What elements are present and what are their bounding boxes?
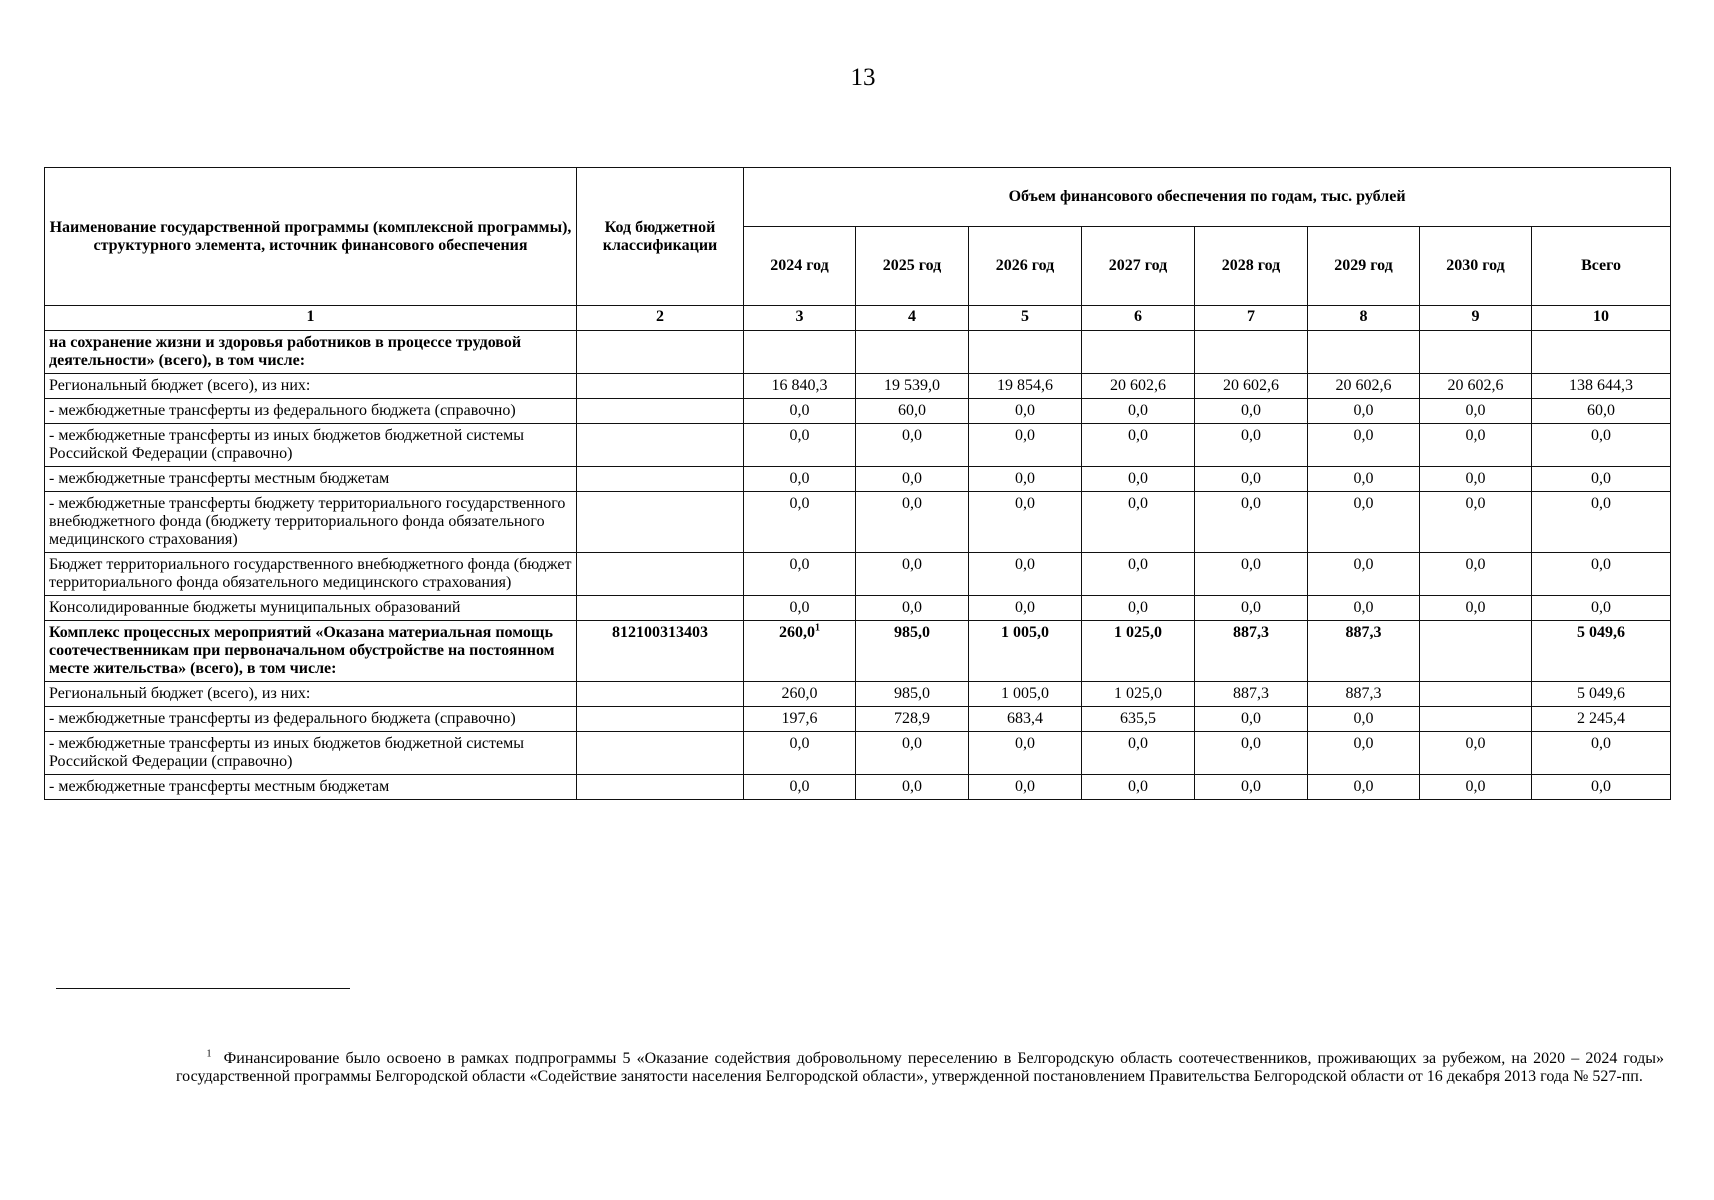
- year-value: [856, 596, 969, 621]
- year-value: [744, 467, 856, 492]
- year-value: [744, 732, 856, 775]
- year-value: [744, 399, 856, 424]
- cell-value: 0,0: [1241, 599, 1261, 616]
- cell-value: 0,0: [789, 402, 810, 419]
- year-value: [856, 553, 969, 596]
- year-value: [1308, 707, 1420, 732]
- year-value: [1195, 399, 1308, 424]
- budget-code: [577, 553, 744, 596]
- footnote-separator: [56, 988, 350, 989]
- year-value: [744, 331, 856, 374]
- row-label: Комплекс процессных мероприятий «Оказана материальная помощь соотечественникам при первоначальном обустройстве на постоянном месте жительства» (всего), в том числе:: [45, 621, 577, 682]
- table-row: [45, 424, 1671, 467]
- cell-value: 5 049,6: [1577, 685, 1626, 702]
- year-value: [1308, 374, 1420, 399]
- cell-value: 0,0: [1353, 495, 1374, 512]
- year-value: [1082, 621, 1195, 682]
- cell-value: 20 602,6: [1335, 377, 1392, 394]
- cell-value: 0,0: [1128, 470, 1148, 487]
- year-value: [969, 775, 1082, 800]
- year-value: [1420, 467, 1532, 492]
- cell-value: 260,0: [779, 624, 815, 641]
- cell-value: 0,0: [1128, 495, 1148, 512]
- year-value: [1420, 682, 1532, 707]
- year-value: [1420, 707, 1532, 732]
- budget-code: [577, 331, 744, 374]
- year-value: [744, 682, 856, 707]
- cell-value: 197,6: [781, 710, 818, 727]
- cell-value: 887,3: [1345, 624, 1382, 641]
- cell-value: 0,0: [1465, 556, 1486, 573]
- cell-value: 20 602,6: [1447, 377, 1504, 394]
- cell-value: 0,0: [1241, 495, 1261, 512]
- cell-value: 0,0: [1241, 556, 1261, 573]
- row-label: - межбюджетные трансферты из федерального бюджета (справочно): [45, 707, 577, 732]
- year-value: [1420, 732, 1532, 775]
- year-value: [1195, 775, 1308, 800]
- cell-value: 138 644,3: [1569, 377, 1634, 394]
- cell-value: 0,0: [789, 427, 810, 444]
- cell-value: 0,0: [902, 556, 922, 573]
- cell-value: 0,0: [1015, 599, 1035, 616]
- cell-value: 0,0: [1015, 402, 1035, 419]
- year-value: [1420, 374, 1532, 399]
- total-value: [1532, 424, 1671, 467]
- year-value: [1195, 621, 1308, 682]
- cell-value: 0,0: [902, 427, 922, 444]
- cell-value: 0,0: [1241, 402, 1261, 419]
- year-value: [1195, 424, 1308, 467]
- year-value: [1308, 553, 1420, 596]
- table-row: [45, 707, 1671, 732]
- total-value: [1532, 331, 1671, 374]
- total-value: [1532, 775, 1671, 800]
- header-year: 2029 год: [1308, 227, 1420, 306]
- year-value: [1082, 775, 1195, 800]
- cell-value: 0,0: [1353, 735, 1374, 752]
- budget-code: [577, 707, 744, 732]
- cell-value: 0,0: [1591, 599, 1612, 616]
- row-label: Региональный бюджет (всего), из них:: [45, 682, 577, 707]
- year-value: [969, 596, 1082, 621]
- year-value: [1195, 682, 1308, 707]
- year-value: [1420, 596, 1532, 621]
- cell-value: 19 854,6: [997, 377, 1053, 394]
- column-number: 9: [1420, 306, 1532, 331]
- column-number: 2: [577, 306, 744, 331]
- year-value: [1420, 399, 1532, 424]
- row-label: Бюджет территориального государственного внебюджетного фонда (бюджет территориального фонда обязательного медицинского страхования): [45, 553, 577, 596]
- budget-code: [577, 467, 744, 492]
- row-label: - межбюджетные трансферты из иных бюджетов бюджетной системы Российской Федерации (справочно): [45, 424, 577, 467]
- year-value: [856, 331, 969, 374]
- year-value: [1308, 399, 1420, 424]
- total-value: [1532, 707, 1671, 732]
- total-value: [1532, 682, 1671, 707]
- year-value: [1420, 621, 1532, 682]
- header-code-column: Код бюджетной классификации: [577, 168, 744, 306]
- year-value: [856, 467, 969, 492]
- cell-value: 0,0: [902, 470, 922, 487]
- year-value: [744, 424, 856, 467]
- year-value: [744, 775, 856, 800]
- cell-value: 0,0: [902, 495, 922, 512]
- financing-table: [44, 167, 1671, 800]
- cell-value: 0,0: [1465, 735, 1486, 752]
- cell-value: 0,0: [1015, 556, 1035, 573]
- year-value: [1308, 467, 1420, 492]
- cell-value: 0,0: [1128, 778, 1148, 795]
- cell-value: 887,3: [1345, 685, 1382, 702]
- cell-value: 0,0: [789, 470, 810, 487]
- cell-value: 985,0: [894, 685, 930, 702]
- cell-value: 5 049,6: [1577, 624, 1626, 641]
- year-value: [856, 707, 969, 732]
- cell-value: 1 005,0: [1001, 624, 1049, 641]
- budget-code: [577, 424, 744, 467]
- year-value: [1308, 596, 1420, 621]
- total-value: [1532, 553, 1671, 596]
- cell-value: 0,0: [1353, 710, 1374, 727]
- total-value: [1532, 374, 1671, 399]
- year-value: [1308, 492, 1420, 553]
- footnote-text: Финансирование было освоено в рамках подпрограммы 5 «Оказание содействия добровольному переселению в Белгородскую область соотечественников, проживающих за рубежом, на 2020 – 2024 годы» государственной программы Белгородской области «Содействие занятости населения Белгородской области», утвержденной постановлением Правительства Белгородской области от 16 декабря 2013 года № 527-пп.: [176, 1050, 1665, 1085]
- cell-value: 0,0: [1353, 402, 1374, 419]
- cell-value: 0,0: [1128, 427, 1148, 444]
- year-value: [1195, 492, 1308, 553]
- cell-value: 0,0: [1241, 778, 1261, 795]
- budget-code: [577, 399, 744, 424]
- cell-value: 20 602,6: [1110, 377, 1166, 394]
- table-row: [45, 467, 1671, 492]
- year-value: [1420, 492, 1532, 553]
- footnote-mark: 1: [206, 1048, 212, 1060]
- footnote-reference: 1: [815, 622, 820, 634]
- column-number: 7: [1195, 306, 1308, 331]
- row-label: - межбюджетные трансферты местным бюджетам: [45, 775, 577, 800]
- row-label: Консолидированные бюджеты муниципальных образований: [45, 596, 577, 621]
- table-row: [45, 492, 1671, 553]
- total-value: [1532, 596, 1671, 621]
- year-value: [744, 374, 856, 399]
- cell-value: 0,0: [1465, 599, 1486, 616]
- cell-value: 0,0: [789, 599, 810, 616]
- table-row: [45, 399, 1671, 424]
- row-label: на сохранение жизни и здоровья работников в процессе трудовой деятельности» (всего), в том числе:: [45, 331, 577, 374]
- year-value: [1195, 331, 1308, 374]
- year-value: [856, 424, 969, 467]
- header-year: 2026 год: [969, 227, 1082, 306]
- budget-code: 812100313403: [577, 621, 744, 682]
- year-value: [1420, 553, 1532, 596]
- year-value: [969, 492, 1082, 553]
- year-value: [1082, 732, 1195, 775]
- cell-value: 0,0: [1015, 778, 1035, 795]
- cell-value: 16 840,3: [771, 377, 828, 394]
- cell-value: 0,0: [902, 778, 922, 795]
- year-value: [744, 621, 856, 682]
- cell-value: 887,3: [1233, 685, 1269, 702]
- cell-value: 683,4: [1007, 710, 1043, 727]
- cell-value: 0,0: [902, 599, 922, 616]
- year-value: [856, 732, 969, 775]
- year-value: [1082, 424, 1195, 467]
- year-value: [744, 492, 856, 553]
- cell-value: 0,0: [1353, 599, 1374, 616]
- cell-value: 0,0: [902, 735, 922, 752]
- total-value: [1532, 492, 1671, 553]
- year-value: [856, 621, 969, 682]
- year-value: [969, 621, 1082, 682]
- cell-value: 0,0: [1241, 470, 1261, 487]
- year-value: [1082, 399, 1195, 424]
- year-value: [1195, 707, 1308, 732]
- table-row: [45, 775, 1671, 800]
- header-year: 2025 год: [856, 227, 969, 306]
- year-value: [1195, 374, 1308, 399]
- cell-value: 0,0: [1591, 556, 1612, 573]
- year-value: [1420, 331, 1532, 374]
- year-value: [1420, 775, 1532, 800]
- cell-value: 0,0: [1591, 427, 1612, 444]
- row-label: - межбюджетные трансферты из иных бюджетов бюджетной системы Российской Федерации (справочно): [45, 732, 577, 775]
- total-value: [1532, 467, 1671, 492]
- header-year: 2027 год: [1082, 227, 1195, 306]
- table-row: [45, 374, 1671, 399]
- column-number-row: [45, 306, 1671, 331]
- cell-value: 60,0: [898, 402, 926, 419]
- header-year: 2030 год: [1420, 227, 1532, 306]
- year-value: [969, 399, 1082, 424]
- cell-value: 0,0: [1353, 470, 1374, 487]
- table-row: [45, 596, 1671, 621]
- year-value: [1082, 596, 1195, 621]
- page-number: 13: [850, 64, 876, 91]
- year-value: [744, 553, 856, 596]
- cell-value: 0,0: [1465, 470, 1486, 487]
- year-value: [1082, 467, 1195, 492]
- cell-value: 19 539,0: [884, 377, 940, 394]
- budget-code: [577, 682, 744, 707]
- cell-value: 0,0: [1128, 402, 1148, 419]
- cell-value: 0,0: [1591, 778, 1612, 795]
- total-value: [1532, 399, 1671, 424]
- year-value: [856, 399, 969, 424]
- year-value: [1308, 424, 1420, 467]
- total-value: [1532, 732, 1671, 775]
- cell-value: 0,0: [1591, 495, 1612, 512]
- cell-value: 0,0: [1241, 427, 1261, 444]
- table-row: [45, 331, 1671, 374]
- cell-value: 0,0: [1128, 556, 1148, 573]
- year-value: [1308, 682, 1420, 707]
- cell-value: 0,0: [1015, 495, 1035, 512]
- year-value: [1308, 331, 1420, 374]
- year-value: [1082, 707, 1195, 732]
- year-value: [969, 467, 1082, 492]
- cell-value: 1 025,0: [1114, 624, 1162, 641]
- row-label: - межбюджетные трансферты из федерального бюджета (справочно): [45, 399, 577, 424]
- budget-code: [577, 492, 744, 553]
- year-value: [969, 331, 1082, 374]
- header-year: 2028 год: [1195, 227, 1308, 306]
- cell-value: 60,0: [1587, 402, 1616, 419]
- cell-value: 0,0: [1465, 427, 1486, 444]
- year-value: [856, 492, 969, 553]
- year-value: [1082, 374, 1195, 399]
- budget-code: [577, 732, 744, 775]
- year-value: [856, 775, 969, 800]
- table-row: [45, 732, 1671, 775]
- year-value: [1082, 553, 1195, 596]
- year-value: [969, 682, 1082, 707]
- column-number: 4: [856, 306, 969, 331]
- cell-value: 0,0: [1353, 556, 1374, 573]
- cell-value: 0,0: [1465, 778, 1486, 795]
- cell-value: 260,0: [781, 685, 818, 702]
- cell-value: 0,0: [1128, 735, 1148, 752]
- year-value: [1420, 424, 1532, 467]
- column-number: 10: [1532, 306, 1671, 331]
- header-total: Всего: [1532, 227, 1671, 306]
- year-value: [856, 682, 969, 707]
- cell-value: 0,0: [789, 495, 810, 512]
- cell-value: 0,0: [1241, 735, 1261, 752]
- year-value: [969, 553, 1082, 596]
- year-value: [1308, 732, 1420, 775]
- year-value: [1082, 492, 1195, 553]
- cell-value: 0,0: [1353, 778, 1374, 795]
- year-value: [969, 707, 1082, 732]
- cell-value: 1 005,0: [1001, 685, 1049, 702]
- table-row: [45, 682, 1671, 707]
- row-label: - межбюджетные трансферты местным бюджетам: [45, 467, 577, 492]
- cell-value: 1 025,0: [1114, 685, 1162, 702]
- column-number: 3: [744, 306, 856, 331]
- column-number: 8: [1308, 306, 1420, 331]
- cell-value: 0,0: [1591, 470, 1612, 487]
- cell-value: 0,0: [1015, 470, 1035, 487]
- year-value: [969, 374, 1082, 399]
- year-value: [969, 732, 1082, 775]
- year-value: [1195, 596, 1308, 621]
- year-value: [1195, 553, 1308, 596]
- year-value: [744, 707, 856, 732]
- total-value: [1532, 621, 1671, 682]
- year-value: [744, 596, 856, 621]
- cell-value: 635,5: [1120, 710, 1156, 727]
- year-value: [1082, 682, 1195, 707]
- year-value: [1082, 331, 1195, 374]
- cell-value: 0,0: [1128, 599, 1148, 616]
- cell-value: 985,0: [894, 624, 930, 641]
- budget-code: [577, 775, 744, 800]
- row-label: - межбюджетные трансферты бюджету территориального государственного внебюджетного фонда (бюджету территориального фонда обязательного медицинского страхования): [45, 492, 577, 553]
- header-name-column: Наименование государственной программы (комплексной программы), структурного элемента, источник финансового обеспечения: [45, 168, 577, 306]
- cell-value: 887,3: [1233, 624, 1269, 641]
- cell-value: 0,0: [1591, 735, 1612, 752]
- row-label: Региональный бюджет (всего), из них:: [45, 374, 577, 399]
- cell-value: 0,0: [1465, 495, 1486, 512]
- cell-value: 2 245,4: [1577, 710, 1626, 727]
- cell-value: 0,0: [789, 735, 810, 752]
- budget-code: [577, 374, 744, 399]
- cell-value: 0,0: [1015, 427, 1035, 444]
- budget-code: [577, 596, 744, 621]
- cell-value: 0,0: [789, 556, 810, 573]
- column-number: 6: [1082, 306, 1195, 331]
- cell-value: 0,0: [1015, 735, 1035, 752]
- year-value: [1308, 621, 1420, 682]
- year-value: [1308, 775, 1420, 800]
- cell-value: 0,0: [1465, 402, 1486, 419]
- table-row: [45, 621, 1671, 682]
- column-number: 1: [45, 306, 577, 331]
- header-year: 2024 год: [744, 227, 856, 306]
- table-row: [45, 553, 1671, 596]
- year-value: [969, 424, 1082, 467]
- year-value: [1195, 467, 1308, 492]
- column-number: 5: [969, 306, 1082, 331]
- cell-value: 0,0: [789, 778, 810, 795]
- cell-value: 20 602,6: [1223, 377, 1279, 394]
- header-volume: Объем финансового обеспечения по годам, тыс. рублей: [744, 168, 1671, 227]
- cell-value: 0,0: [1353, 427, 1374, 444]
- year-value: [1195, 732, 1308, 775]
- cell-value: 728,9: [894, 710, 930, 727]
- cell-value: 0,0: [1241, 710, 1261, 727]
- year-value: [856, 374, 969, 399]
- footnote: [176, 1050, 1664, 1086]
